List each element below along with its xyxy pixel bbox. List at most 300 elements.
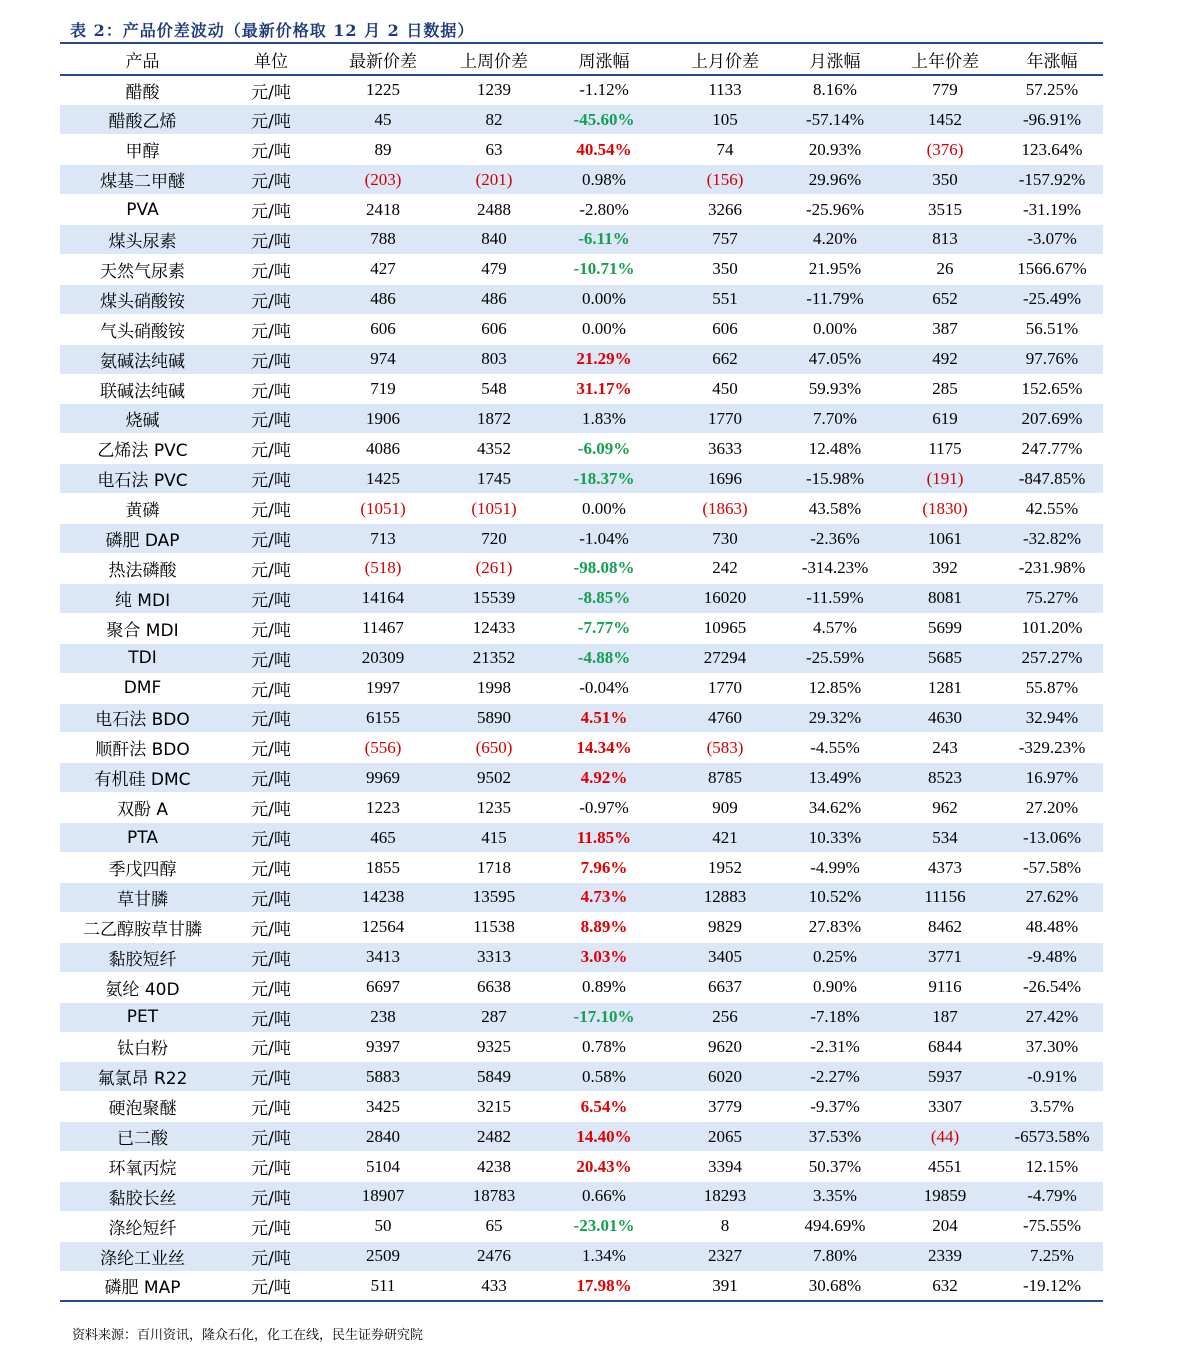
cell-last-year-spread: 3307 <box>889 1092 1001 1122</box>
cell-monthly-change: -314.23% <box>781 554 889 584</box>
cell-weekly-change: -7.77% <box>539 613 669 643</box>
cell-weekly-change: 1.34% <box>539 1241 669 1271</box>
table-row <box>60 254 1103 284</box>
cell-latest-spread: 486 <box>317 284 449 314</box>
cell-yearly-change: 75.27% <box>1001 583 1103 613</box>
cell-last-week-spread: 720 <box>449 524 539 554</box>
cell-unit: 元/吨 <box>225 404 317 434</box>
cell-weekly-change: 0.89% <box>539 972 669 1002</box>
cell-last-month-spread: 74 <box>669 135 781 165</box>
table-row <box>60 882 1103 912</box>
table-row <box>60 314 1103 344</box>
cell-yearly-change: -329.23% <box>1001 733 1103 763</box>
cell-product-name: 有机硅 DMC <box>60 763 225 793</box>
cell-weekly-change: -6.09% <box>539 434 669 464</box>
cell-weekly-change: -2.80% <box>539 195 669 225</box>
cell-last-year-spread: 6844 <box>889 1032 1001 1062</box>
cell-yearly-change: 27.20% <box>1001 793 1103 823</box>
cell-weekly-change: -0.04% <box>539 673 669 703</box>
cell-last-year-spread: 11156 <box>889 882 1001 912</box>
cell-last-week-spread: 433 <box>449 1271 539 1301</box>
table-header <box>60 43 1103 75</box>
cell-monthly-change: 20.93% <box>781 135 889 165</box>
cell-unit: 元/吨 <box>225 225 317 255</box>
cell-product-name: 联碱法纯碱 <box>60 374 225 404</box>
cell-unit: 元/吨 <box>225 165 317 195</box>
cell-unit: 元/吨 <box>225 942 317 972</box>
cell-yearly-change: -13.06% <box>1001 823 1103 853</box>
cell-last-year-spread: 9116 <box>889 972 1001 1002</box>
header-yearly-change: 年涨幅 <box>1026 51 1078 72</box>
cell-last-week-spread: (650) <box>449 733 539 763</box>
cell-unit: 元/吨 <box>225 254 317 284</box>
table-body <box>60 75 1103 1301</box>
cell-last-month-spread: 606 <box>669 314 781 344</box>
cell-weekly-change: 20.43% <box>539 1152 669 1182</box>
cell-last-year-spread: 813 <box>889 225 1001 255</box>
cell-product-name: 氨碱法纯碱 <box>60 344 225 374</box>
cell-last-week-spread: 65 <box>449 1211 539 1241</box>
cell-latest-spread: 9397 <box>317 1032 449 1062</box>
cell-weekly-change: -98.08% <box>539 554 669 584</box>
cell-monthly-change: 47.05% <box>781 344 889 374</box>
cell-product-name: 环氧丙烷 <box>60 1152 225 1182</box>
table-row <box>60 165 1103 195</box>
cell-last-week-spread: 5849 <box>449 1062 539 1092</box>
cell-latest-spread: 45 <box>317 105 449 135</box>
cell-last-month-spread: 242 <box>669 554 781 584</box>
cell-unit: 元/吨 <box>225 912 317 942</box>
cell-last-year-spread: 4373 <box>889 853 1001 883</box>
cell-latest-spread: 50 <box>317 1211 449 1241</box>
table-row <box>60 733 1103 763</box>
cell-weekly-change: -18.37% <box>539 464 669 494</box>
cell-latest-spread: 1906 <box>317 404 449 434</box>
cell-last-month-spread: 909 <box>669 793 781 823</box>
cell-last-week-spread: 548 <box>449 374 539 404</box>
cell-product-name: 醋酸乙烯 <box>60 105 225 135</box>
table-row <box>60 554 1103 584</box>
cell-latest-spread: (556) <box>317 733 449 763</box>
cell-yearly-change: 27.42% <box>1001 1002 1103 1032</box>
cell-last-month-spread: (156) <box>669 165 781 195</box>
cell-latest-spread: 788 <box>317 225 449 255</box>
cell-yearly-change: -9.48% <box>1001 942 1103 972</box>
cell-weekly-change: 0.00% <box>539 284 669 314</box>
cell-yearly-change: 37.30% <box>1001 1032 1103 1062</box>
cell-weekly-change: 6.54% <box>539 1092 669 1122</box>
cell-weekly-change: 21.29% <box>539 344 669 374</box>
cell-unit: 元/吨 <box>225 1271 317 1301</box>
cell-last-week-spread: 803 <box>449 344 539 374</box>
cell-yearly-change: 56.51% <box>1001 314 1103 344</box>
cell-last-year-spread: 3515 <box>889 195 1001 225</box>
cell-monthly-change: -25.96% <box>781 195 889 225</box>
cell-weekly-change: 0.00% <box>539 494 669 524</box>
cell-weekly-change: 17.98% <box>539 1271 669 1301</box>
cell-unit: 元/吨 <box>225 763 317 793</box>
cell-last-month-spread: 3633 <box>669 434 781 464</box>
cell-weekly-change: 4.92% <box>539 763 669 793</box>
cell-last-week-spread: 486 <box>449 284 539 314</box>
cell-last-month-spread: 16020 <box>669 583 781 613</box>
cell-yearly-change: 101.20% <box>1001 613 1103 643</box>
cell-weekly-change: 0.66% <box>539 1182 669 1212</box>
cell-product-name: 钛白粉 <box>60 1032 225 1062</box>
cell-last-year-spread: 4630 <box>889 703 1001 733</box>
cell-latest-spread: 20309 <box>317 643 449 673</box>
table-row <box>60 793 1103 823</box>
cell-last-week-spread: 5890 <box>449 703 539 733</box>
cell-monthly-change: 8.16% <box>781 75 889 105</box>
cell-latest-spread: 1425 <box>317 464 449 494</box>
cell-unit: 元/吨 <box>225 1062 317 1092</box>
cell-last-month-spread: 391 <box>669 1271 781 1301</box>
cell-monthly-change: 10.33% <box>781 823 889 853</box>
cell-weekly-change: -17.10% <box>539 1002 669 1032</box>
table-row <box>60 284 1103 314</box>
cell-last-month-spread: 6637 <box>669 972 781 1002</box>
cell-weekly-change: 1.83% <box>539 404 669 434</box>
table-row <box>60 912 1103 942</box>
cell-monthly-change: -7.18% <box>781 1002 889 1032</box>
cell-weekly-change: -10.71% <box>539 254 669 284</box>
cell-latest-spread: 238 <box>317 1002 449 1032</box>
cell-monthly-change: 43.58% <box>781 494 889 524</box>
cell-yearly-change: -25.49% <box>1001 284 1103 314</box>
cell-yearly-change: 247.77% <box>1001 434 1103 464</box>
cell-product-name: 天然气尿素 <box>60 254 225 284</box>
cell-last-month-spread: (1863) <box>669 494 781 524</box>
cell-weekly-change: 0.00% <box>539 314 669 344</box>
cell-product-name: PVA <box>60 195 225 225</box>
table-row <box>60 1092 1103 1122</box>
table-row <box>60 853 1103 883</box>
cell-unit: 元/吨 <box>225 494 317 524</box>
table-row <box>60 1241 1103 1271</box>
cell-unit: 元/吨 <box>225 524 317 554</box>
cell-yearly-change: -31.19% <box>1001 195 1103 225</box>
cell-last-week-spread: 82 <box>449 105 539 135</box>
cell-yearly-change: 16.97% <box>1001 763 1103 793</box>
cell-product-name: 电石法 BDO <box>60 703 225 733</box>
cell-product-name: 氟氯昂 R22 <box>60 1062 225 1092</box>
header-monthly-change: 月涨幅 <box>809 51 861 72</box>
cell-unit: 元/吨 <box>225 344 317 374</box>
cell-product-name: 醋酸 <box>60 75 225 105</box>
cell-product-name: 黄磷 <box>60 494 225 524</box>
cell-last-week-spread: 12433 <box>449 613 539 643</box>
cell-unit: 元/吨 <box>225 1032 317 1062</box>
cell-last-year-spread: (44) <box>889 1122 1001 1152</box>
cell-unit: 元/吨 <box>225 1241 317 1271</box>
cell-latest-spread: 3425 <box>317 1092 449 1122</box>
table-row <box>60 374 1103 404</box>
header-last-month-spread: 上月价差 <box>691 51 759 72</box>
cell-last-week-spread: 9502 <box>449 763 539 793</box>
cell-yearly-change: 32.94% <box>1001 703 1103 733</box>
cell-monthly-change: -25.59% <box>781 643 889 673</box>
cell-last-month-spread: 2327 <box>669 1241 781 1271</box>
cell-monthly-change: -11.79% <box>781 284 889 314</box>
cell-last-month-spread: 6020 <box>669 1062 781 1092</box>
cell-last-month-spread: 27294 <box>669 643 781 673</box>
cell-monthly-change: 494.69% <box>781 1211 889 1241</box>
cell-monthly-change: 12.85% <box>781 673 889 703</box>
cell-product-name: PET <box>60 1002 225 1032</box>
cell-monthly-change: 13.49% <box>781 763 889 793</box>
cell-last-month-spread: 1696 <box>669 464 781 494</box>
cell-unit: 元/吨 <box>225 1002 317 1032</box>
cell-last-month-spread: 662 <box>669 344 781 374</box>
cell-product-name: 气头硝酸铵 <box>60 314 225 344</box>
table-row <box>60 404 1103 434</box>
cell-product-name: TDI <box>60 643 225 673</box>
cell-last-week-spread: 287 <box>449 1002 539 1032</box>
table-row <box>60 823 1103 853</box>
cell-last-month-spread: 4760 <box>669 703 781 733</box>
cell-last-month-spread: 450 <box>669 374 781 404</box>
table-row <box>60 763 1103 793</box>
cell-monthly-change: 37.53% <box>781 1122 889 1152</box>
cell-product-name: 热法磷酸 <box>60 554 225 584</box>
cell-unit: 元/吨 <box>225 1211 317 1241</box>
spread-table <box>60 42 1103 1302</box>
cell-product-name: 煤头尿素 <box>60 225 225 255</box>
cell-last-year-spread: 1061 <box>889 524 1001 554</box>
cell-yearly-change: 1566.67% <box>1001 254 1103 284</box>
cell-latest-spread: 14164 <box>317 583 449 613</box>
cell-last-week-spread: 1998 <box>449 673 539 703</box>
cell-product-name: 煤头硝酸铵 <box>60 284 225 314</box>
cell-last-month-spread: 105 <box>669 105 781 135</box>
cell-last-week-spread: 63 <box>449 135 539 165</box>
cell-product-name: 氨纶 40D <box>60 972 225 1002</box>
cell-last-week-spread: 4352 <box>449 434 539 464</box>
table-row <box>60 1032 1103 1062</box>
cell-last-month-spread: 757 <box>669 225 781 255</box>
cell-unit: 元/吨 <box>225 583 317 613</box>
cell-last-year-spread: 1281 <box>889 673 1001 703</box>
cell-latest-spread: 12564 <box>317 912 449 942</box>
cell-last-month-spread: 1952 <box>669 853 781 883</box>
cell-monthly-change: 34.62% <box>781 793 889 823</box>
cell-latest-spread: 6155 <box>317 703 449 733</box>
cell-product-name: 磷肥 MAP <box>60 1271 225 1301</box>
cell-weekly-change: 0.98% <box>539 165 669 195</box>
cell-monthly-change: -2.31% <box>781 1032 889 1062</box>
cell-latest-spread: 5104 <box>317 1152 449 1182</box>
cell-weekly-change: 11.85% <box>539 823 669 853</box>
cell-last-week-spread: 15539 <box>449 583 539 613</box>
cell-last-month-spread: 9620 <box>669 1032 781 1062</box>
cell-product-name: 双酚 A <box>60 793 225 823</box>
cell-latest-spread: 1225 <box>317 75 449 105</box>
cell-yearly-change: -231.98% <box>1001 554 1103 584</box>
cell-unit: 元/吨 <box>225 314 317 344</box>
cell-last-year-spread: 8523 <box>889 763 1001 793</box>
cell-yearly-change: 42.55% <box>1001 494 1103 524</box>
cell-monthly-change: -4.55% <box>781 733 889 763</box>
cell-weekly-change: 4.73% <box>539 882 669 912</box>
table-caption: 表 2：产品价差波动（最新价格取 12 月 2 日数据） <box>70 21 475 40</box>
cell-last-week-spread: 21352 <box>449 643 539 673</box>
cell-last-month-spread: 12883 <box>669 882 781 912</box>
cell-weekly-change: -6.11% <box>539 225 669 255</box>
cell-yearly-change: 7.25% <box>1001 1241 1103 1271</box>
cell-weekly-change: -8.85% <box>539 583 669 613</box>
cell-latest-spread: 3413 <box>317 942 449 972</box>
cell-last-month-spread: 2065 <box>669 1122 781 1152</box>
cell-latest-spread: (203) <box>317 165 449 195</box>
cell-product-name: 磷肥 DAP <box>60 524 225 554</box>
cell-last-month-spread: 3405 <box>669 942 781 972</box>
cell-yearly-change: -75.55% <box>1001 1211 1103 1241</box>
table-row <box>60 1152 1103 1182</box>
cell-yearly-change: -57.58% <box>1001 853 1103 883</box>
cell-monthly-change: 0.90% <box>781 972 889 1002</box>
cell-monthly-change: 0.25% <box>781 942 889 972</box>
cell-latest-spread: 2840 <box>317 1122 449 1152</box>
cell-weekly-change: -45.60% <box>539 105 669 135</box>
cell-monthly-change: 10.52% <box>781 882 889 912</box>
cell-yearly-change: -96.91% <box>1001 105 1103 135</box>
cell-unit: 元/吨 <box>225 1182 317 1212</box>
cell-unit: 元/吨 <box>225 554 317 584</box>
cell-product-name: 电石法 PVC <box>60 464 225 494</box>
table-row <box>60 75 1103 105</box>
cell-yearly-change: 152.65% <box>1001 374 1103 404</box>
cell-last-month-spread: 551 <box>669 284 781 314</box>
cell-product-name: 二乙醇胺草甘膦 <box>60 912 225 942</box>
cell-unit: 元/吨 <box>225 613 317 643</box>
cell-unit: 元/吨 <box>225 972 317 1002</box>
cell-last-year-spread: 534 <box>889 823 1001 853</box>
cell-last-week-spread: 606 <box>449 314 539 344</box>
cell-last-year-spread: 8462 <box>889 912 1001 942</box>
cell-last-year-spread: 3771 <box>889 942 1001 972</box>
cell-unit: 元/吨 <box>225 1092 317 1122</box>
table-row <box>60 494 1103 524</box>
cell-last-year-spread: 5685 <box>889 643 1001 673</box>
cell-yearly-change: 257.27% <box>1001 643 1103 673</box>
cell-weekly-change: 4.51% <box>539 703 669 733</box>
cell-last-year-spread: (1830) <box>889 494 1001 524</box>
cell-unit: 元/吨 <box>225 853 317 883</box>
cell-last-year-spread: 392 <box>889 554 1001 584</box>
table-row <box>60 225 1103 255</box>
cell-last-week-spread: 3313 <box>449 942 539 972</box>
cell-product-name: 季戊四醇 <box>60 853 225 883</box>
cell-last-week-spread: 1235 <box>449 793 539 823</box>
cell-weekly-change: -1.04% <box>539 524 669 554</box>
table-row <box>60 135 1103 165</box>
cell-last-week-spread: 6638 <box>449 972 539 1002</box>
table-row <box>60 583 1103 613</box>
cell-monthly-change: 4.20% <box>781 225 889 255</box>
cell-unit: 元/吨 <box>225 434 317 464</box>
table-row <box>60 1182 1103 1212</box>
cell-last-week-spread: 2476 <box>449 1241 539 1271</box>
table-row <box>60 1211 1103 1241</box>
cell-yearly-change: 55.87% <box>1001 673 1103 703</box>
header-last-year-spread: 上年价差 <box>911 51 979 72</box>
cell-monthly-change: 7.80% <box>781 1241 889 1271</box>
cell-monthly-change: 7.70% <box>781 404 889 434</box>
cell-last-year-spread: 204 <box>889 1211 1001 1241</box>
cell-unit: 元/吨 <box>225 374 317 404</box>
cell-last-month-spread: 256 <box>669 1002 781 1032</box>
cell-last-month-spread: 1770 <box>669 404 781 434</box>
cell-weekly-change: 31.17% <box>539 374 669 404</box>
cell-product-name: 涤纶短纤 <box>60 1211 225 1241</box>
cell-yearly-change: 12.15% <box>1001 1152 1103 1182</box>
cell-last-month-spread: 730 <box>669 524 781 554</box>
cell-last-year-spread: 619 <box>889 404 1001 434</box>
cell-last-week-spread: 13595 <box>449 882 539 912</box>
cell-monthly-change: 29.96% <box>781 165 889 195</box>
cell-last-year-spread: 2339 <box>889 1241 1001 1271</box>
cell-last-week-spread: 415 <box>449 823 539 853</box>
cell-last-week-spread: 2488 <box>449 195 539 225</box>
cell-latest-spread: 5883 <box>317 1062 449 1092</box>
cell-monthly-change: 4.57% <box>781 613 889 643</box>
cell-last-week-spread: 1239 <box>449 75 539 105</box>
cell-yearly-change: 27.62% <box>1001 882 1103 912</box>
cell-latest-spread: 11467 <box>317 613 449 643</box>
cell-latest-spread: 713 <box>317 524 449 554</box>
source-note: 资料来源：百川资讯，隆众石化，化工在线，民生证券研究院 <box>72 1328 424 1343</box>
cell-last-week-spread: (201) <box>449 165 539 195</box>
cell-last-year-spread: 4551 <box>889 1152 1001 1182</box>
cell-last-month-spread: 8785 <box>669 763 781 793</box>
cell-yearly-change: -32.82% <box>1001 524 1103 554</box>
table-row <box>60 344 1103 374</box>
cell-yearly-change: 48.48% <box>1001 912 1103 942</box>
cell-yearly-change: -847.85% <box>1001 464 1103 494</box>
cell-latest-spread: (518) <box>317 554 449 584</box>
cell-last-year-spread: 243 <box>889 733 1001 763</box>
cell-unit: 元/吨 <box>225 195 317 225</box>
cell-product-name: 已二酸 <box>60 1122 225 1152</box>
cell-latest-spread: 606 <box>317 314 449 344</box>
cell-yearly-change: 3.57% <box>1001 1092 1103 1122</box>
cell-unit: 元/吨 <box>225 1122 317 1152</box>
cell-monthly-change: 59.93% <box>781 374 889 404</box>
cell-product-name: 涤纶工业丝 <box>60 1241 225 1271</box>
table-row <box>60 1122 1103 1152</box>
cell-last-month-spread: 1133 <box>669 75 781 105</box>
cell-monthly-change: 30.68% <box>781 1271 889 1301</box>
cell-last-month-spread: 8 <box>669 1211 781 1241</box>
cell-last-month-spread: 9829 <box>669 912 781 942</box>
cell-weekly-change: 14.34% <box>539 733 669 763</box>
table-row <box>60 703 1103 733</box>
cell-latest-spread: 1223 <box>317 793 449 823</box>
cell-last-week-spread: 2482 <box>449 1122 539 1152</box>
cell-last-week-spread: 479 <box>449 254 539 284</box>
cell-product-name: 聚合 MDI <box>60 613 225 643</box>
cell-unit: 元/吨 <box>225 105 317 135</box>
cell-product-name: 煤基二甲醚 <box>60 165 225 195</box>
cell-latest-spread: 6697 <box>317 972 449 1002</box>
cell-product-name: 纯 MDI <box>60 583 225 613</box>
cell-unit: 元/吨 <box>225 703 317 733</box>
table-row <box>60 1062 1103 1092</box>
cell-latest-spread: 14238 <box>317 882 449 912</box>
cell-product-name: 顺酐法 BDO <box>60 733 225 763</box>
cell-last-year-spread: 1452 <box>889 105 1001 135</box>
